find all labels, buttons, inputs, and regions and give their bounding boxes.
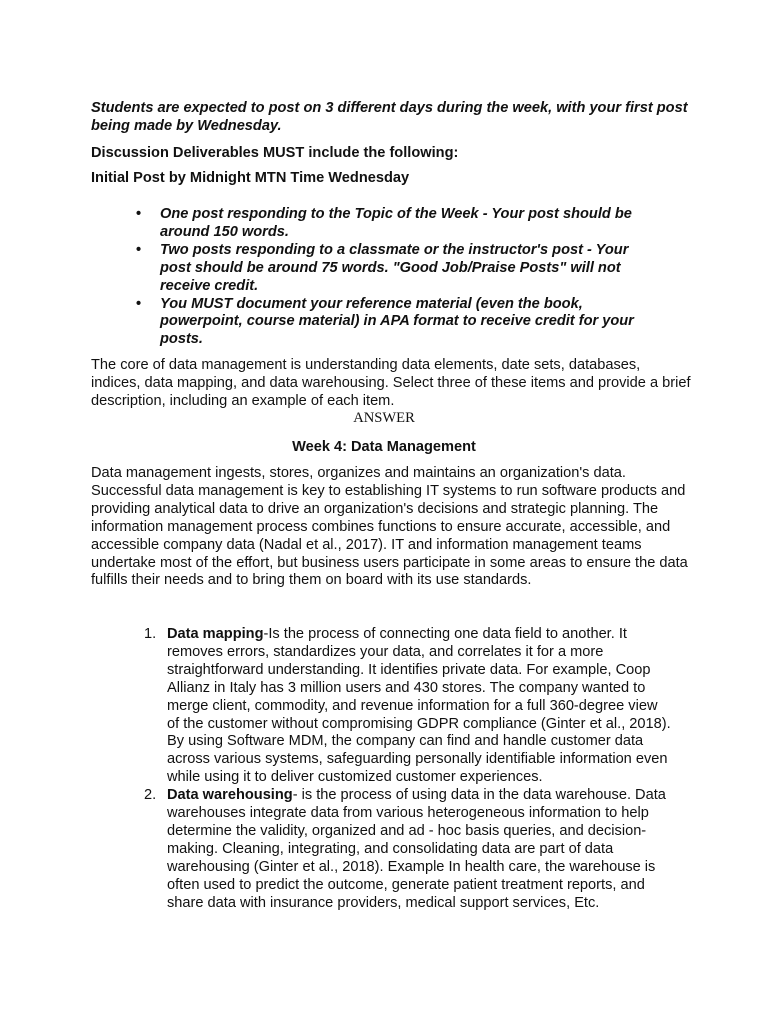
deliverables-heading: Discussion Deliverables MUST include the following:: [91, 145, 459, 161]
item-text: -Is the process of connecting one data field to another. It removes errors, standardizes your data, and correlates it for a more straightforward understanding. It identifies private data. For example, Coop Allianz in Italy has 3 million users and 430 stores. The company wanted to merge client, commodity, and revenue information for a full 360-degree view of the customer without compromising GDPR compliance (Ginter et al., 2018). By using Software MDM, the company can find and handle customer data across various systems, safeguarding personally identifiable information even while using it to deliver customized customer experiences.: [167, 626, 671, 786]
bullet-icon: •: [136, 206, 142, 222]
numbered-list: [91, 626, 671, 913]
requirements-list: [91, 206, 661, 349]
initial-post-heading: Initial Post by Midnight MTN Time Wednesday: [91, 170, 410, 186]
list-item: [91, 242, 661, 296]
answer-label: ANSWER: [353, 410, 415, 426]
list-item: [91, 296, 661, 350]
item-term: Data warehousing: [167, 787, 293, 804]
bullet-icon: •: [136, 295, 142, 312]
body-paragraph: Data management ingests, stores, organizes and maintains an organization's data. Successful data management is key to establishing IT systems to run software products and providing analytical data to drive an organization's decisions and strategic planning. The information management process combines functions to ensure accurate, accessible, and accessible company data (Nadal et al., 2017). IT and information management teams undertake most of the effort, but business users participate in some areas to ensure the data fulfills their needs and to bring them on board with its use standards.: [91, 465, 688, 589]
bullet-text: You MUST document your reference material (even the book, powerpoint, course material) in APA format to receive credit for your posts.: [160, 295, 634, 348]
item-number: 2.: [144, 787, 157, 804]
intro-text: Students are expected to post on 3 different days during the week, with your first post being made by Wednesday.: [91, 100, 688, 134]
list-item: [91, 626, 671, 787]
list-item: [91, 206, 661, 242]
item-text: - is the process of using data in the data warehouse. Data warehouses integrate data from various heterogeneous information to help determine the validity, organized and ad - hoc basis queries, and decision-making. Cleaning, integrating, and consolidating data are part of data warehousing (Ginter et al., 2018). Example In health care, the warehouse is often used to predict the outcome, generate patient treatment reports, and share data with insurance providers, medical support services, Etc.: [167, 787, 666, 911]
bullet-text: One post responding to the Topic of the Week - Your post should be around 150 words.: [160, 206, 632, 240]
item-term: Data mapping: [167, 626, 264, 642]
question-text: The core of data management is understanding data elements, date sets, databases, indices, data mapping, and data warehousing. Select three of these items and provide a brief description, including an example of each item.: [91, 357, 691, 409]
item-number: 1.: [144, 626, 157, 642]
week-title: Week 4: Data Management: [292, 439, 476, 455]
bullet-text: Two posts responding to a classmate or the instructor's post - Your post should be around 75 words. "Good Job/Praise Posts" will not receive credit.: [160, 241, 629, 294]
bullet-icon: •: [136, 241, 142, 258]
list-item: [91, 787, 671, 912]
